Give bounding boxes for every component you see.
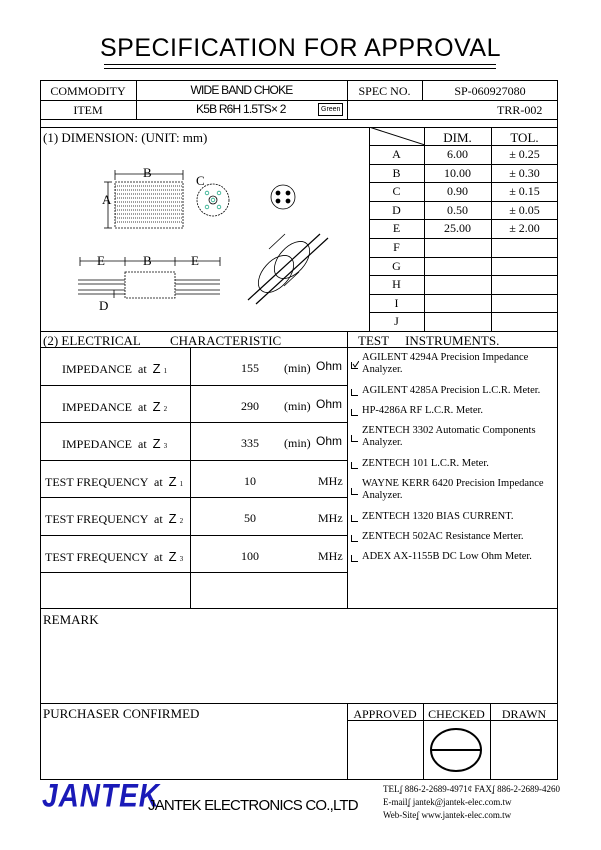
parameter-unit: Ohm [316,359,343,373]
jantek-logo: JANTEK [42,777,161,814]
company-name: JANTEK ELECTRONICS CO.,LTD [148,797,358,814]
grid-line [369,312,558,313]
grid-line [40,497,347,498]
grid-line [369,182,558,183]
dim-row-label: F [393,240,400,254]
instrument-checkbox[interactable] [351,515,358,522]
grid-line [40,535,347,536]
drawing-label-e-right: E [191,253,199,268]
dim-row-label: I [394,295,399,310]
z-subscript: 2 [163,404,168,413]
electrical-row-label [62,437,167,450]
instrument-name: ZENTECH 3302 Automatic Components [362,425,536,436]
trr-code: TRR-002 [497,103,543,117]
parameter-name: IMPEDANCE at [62,437,153,451]
commodity-value: WIDE BAND CHOKE [190,83,293,97]
diagonal-cell [369,127,425,145]
grid-line [369,294,558,295]
grid-line [190,347,191,608]
dim-row-label: E [392,221,401,236]
drawing-label-e-left: E [97,253,105,268]
instrument-name: ZENTECH 101 L.C.R. Meter. [362,458,489,469]
title-underline [104,64,496,65]
instrument-item [362,511,513,523]
z-subscript: 1 [179,479,184,488]
parameter-qualifier: (min) [284,436,311,450]
parameter-value: 335 [241,436,259,450]
z-symbol: Z [168,511,177,526]
instrument-checkbox[interactable] [351,362,358,369]
instrument-item [362,531,524,543]
instrument-item [362,551,532,563]
dimension-drawing [70,160,340,320]
instrument-checkbox[interactable] [351,462,358,469]
z-symbol: Z [152,398,161,414]
grid-line [369,201,558,202]
z-subscript: 2 [179,517,184,525]
parameter-unit: Ohm [316,434,343,448]
parameter-qualifier: (min) [284,361,311,375]
grid-line [40,385,347,386]
instrument-name-cont: Analyzer. [362,437,403,448]
tol-col-header: TOL. [510,130,539,145]
instrument-checkbox[interactable] [351,409,358,416]
instrument-name-cont: Analyzer. [362,364,403,375]
item-value: K5B R6H 1.5TS× 2 [196,102,286,116]
dim-row-label: G [392,258,401,273]
contact-web: Web-Siteʆ www.jantek-elec.com.tw [383,810,512,820]
parameter-qualifier: (min) [284,398,311,413]
green-badge: Green [318,103,343,116]
dim-row-value: 25.00 [444,221,471,236]
check-icon [352,361,359,368]
grid-line [40,608,558,609]
z-symbol: Z [152,361,161,376]
drawing-label-b: B [143,165,152,180]
grid-line [369,238,558,239]
checked-stamp [429,726,483,774]
parameter-value: 155 [241,361,259,375]
z-symbol: Z [152,436,161,451]
drawing-label-c: C [196,173,205,188]
parameter-value: 50 [244,511,256,525]
grid-line [40,119,558,120]
dim-row-label: A [392,147,401,161]
instrument-checkbox[interactable] [351,555,358,562]
instrument-name: ADEX AX-1155B DC Low Ohm Meter. [362,551,532,562]
z-symbol: Z [168,548,177,564]
electrical-row-label [62,362,167,375]
parameter-name: TEST FREQUENCY at [45,549,169,564]
parameter-unit: MHz [318,473,343,488]
parameter-value: 10 [244,473,256,488]
dim-row-value: 6.00 [447,147,468,161]
dim-row-tolerance: ± 0.30 [509,165,540,180]
remark-label: REMARK [43,612,99,627]
instrument-name-cont: Analyzer. [362,490,403,501]
dim-col-header: DIM. [443,130,472,145]
z-subscript: 3 [179,554,184,563]
grid-line [40,331,558,332]
instrument-name: AGILENT 4285A Precision L.C.R. Meter. [362,385,541,396]
electrical-row-label [45,512,183,525]
electrical-row-label [45,550,183,563]
electrical-row-label [62,400,167,413]
grid-line [40,572,347,573]
item-label: ITEM [73,103,103,117]
spec-no-value: SP-060927080 [454,84,526,98]
dim-row-tolerance: ± 0.15 [509,184,540,199]
parameter-value: 100 [241,548,259,563]
parameter-unit: MHz [318,511,343,525]
dim-row-label: J [394,314,399,329]
instrument-item [362,352,528,376]
spec-no-label: SPEC NO. [358,84,411,98]
drawing-label-d: D [99,298,109,313]
parameter-name: TEST FREQUENCY at [45,474,169,489]
grid-line [369,257,558,258]
instrument-name: ZENTECH 502AC Resistance Merter. [362,531,524,542]
drawing-label-b-side: B [143,253,152,268]
approved-label: APPROVED [353,707,417,721]
dim-row-tolerance: ± 0.25 [509,147,540,161]
instrument-name: ZENTECH 1320 BIAS CURRENT. [362,511,514,522]
page-title: SPECIFICATION FOR APPROVAL [99,34,502,62]
instrument-checkbox[interactable] [351,435,358,442]
instrument-item [362,385,540,397]
instrument-checkbox[interactable] [351,389,358,396]
contact-tel: TELʆ 886-2-2689-4971¢ FAXʆ 886-2-2689-4260 [383,784,561,794]
dim-row-value: 10.00 [444,165,471,180]
z-subscript: 3 [163,442,168,450]
instrument-name: HP-4286A RF L.C.R. Meter. [362,405,484,416]
grid-line [347,331,348,608]
grid-line [40,422,347,423]
instrument-name: WAYNE KERR 6420 Precision Impedance [362,478,544,489]
parameter-unit: MHz [318,548,343,563]
contact-email: E-mailʆ jantek@jantek-elec.com.tw [383,797,512,807]
grid-line [40,127,558,128]
dimension-section-title: (1) DIMENSION: (UNIT: mm) [43,130,208,145]
instrument-item [362,425,536,449]
dim-row-label: B [392,165,401,180]
electrical-section-title: (2) ELECTRICAL [43,333,141,348]
dim-row-value: 0.90 [447,184,468,199]
electrical-section-title-2: CHARACTERISTIC [170,333,282,348]
instrument-name: AGILENT 4294A Precision Impedance [362,352,529,363]
drawn-label: DRAWN [501,707,547,721]
grid-line [40,100,558,101]
drawing-label-a: A [102,192,112,207]
grid-line [40,460,347,461]
parameter-name: IMPEDANCE at [62,399,153,414]
parameter-value: 290 [241,398,259,413]
dim-row-tolerance: ± 2.00 [509,221,540,236]
parameter-unit: Ohm [316,396,343,411]
dim-row-value: 0.50 [447,202,468,217]
electrical-row-label [45,475,183,488]
z-subscript: 1 [163,367,168,375]
grid-line [369,275,558,276]
title-underline-2 [104,68,496,69]
grid-line [40,703,558,704]
instrument-checkbox[interactable] [351,488,358,495]
instrument-item [362,458,489,470]
instrument-item [362,405,483,417]
purchaser-label: PURCHASER CONFIRMED [43,706,200,721]
grid-line [369,219,558,220]
instrument-item [362,478,544,502]
instrument-checkbox[interactable] [351,535,358,542]
instruments-title: TEST INSTRUMENTS. [358,333,500,348]
dim-row-label: C [392,184,401,199]
parameter-name: IMPEDANCE at [62,362,153,376]
commodity-label: COMMODITY [50,84,126,98]
grid-line [369,145,558,146]
checked-label: CHECKED [428,707,485,721]
dim-row-label: H [392,277,401,292]
parameter-name: TEST FREQUENCY at [45,512,169,526]
dim-row-tolerance: ± 0.05 [509,202,540,217]
z-symbol: Z [168,473,177,489]
grid-line [369,164,558,165]
dim-row-label: D [392,202,401,217]
